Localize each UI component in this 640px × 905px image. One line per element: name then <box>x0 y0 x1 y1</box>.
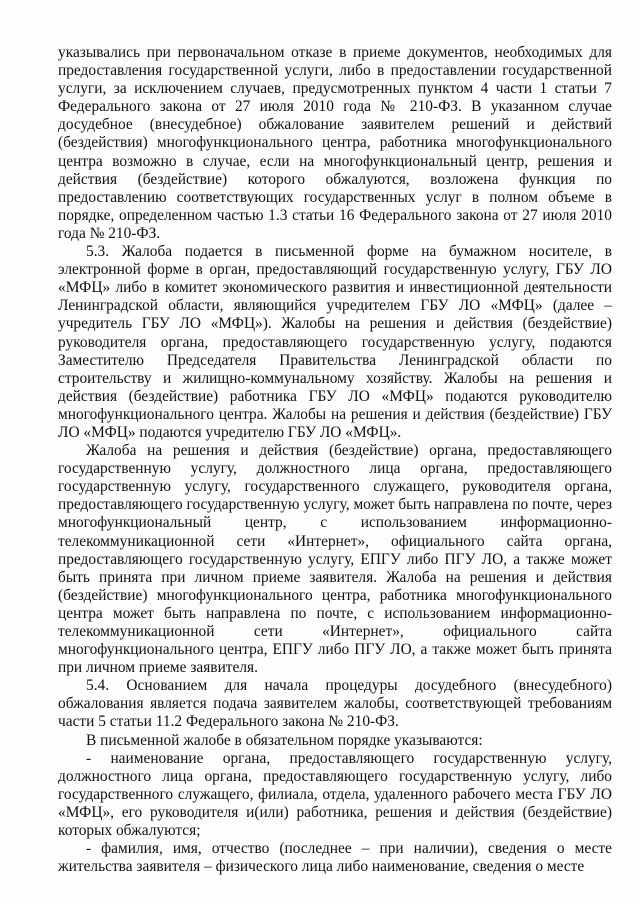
paragraph-complaint-channels: Жалоба на решения и действия (бездействие) органа, предоставляющего государственную услугу, должностного лица органа, предоставляющего государственную услугу, государственного служащего, руководителя органа, предоставляющего государственную услугу, может быть направлена по почте, через многофункциональный центр, с использованием информационно-телекоммуникационной сети «Интернет», официального сайта органа, предоставляющего государственную услугу, ЕПГУ либо ПГУ ЛО, а также может быть принята при личном приеме заявителя. Жалоба на решения и действия (бездействие) многофункционального центра, работника многофункционального центра может быть направлена по почте, с использованием информационно-телекоммуникационной сети «Интернет», официального сайта многофункционального центра, ЕПГУ либо ПГУ ЛО, а также может быть принята при личном приеме заявителя. <box>58 442 612 677</box>
document-body <box>58 44 612 876</box>
paragraph-written-complaint-intro: В письменной жалобе в обязательном порядке указываются: <box>86 731 483 749</box>
list-item-organization-name: - наименование органа, предоставляющего государственную услугу, должностного лица органа, предоставляющего государственную услугу, либо государственного служащего, филиала, отдела, удаленного рабочего места ГБУ ЛО «МФЦ», его руководителя и(или) работника, решения и действия (бездействие) которых обжалуются; <box>58 749 612 840</box>
paragraph-1: указывались при первоначальном отказе в приеме документов, необходимых для предоставления государственной услуги, либо в предоставлении государственной услуги, за исключением случаев, предусмотренных пунктом 4 части 1 статьи 7 Федерального закона от 27 июля 2010 года № 210-ФЗ. В указанном случае досудебное (внесудебное) обжалование заявителем решений и действий (бездействия) многофункционального центра, работника многофункционального центра возможно в случае, если на многофункциональный центр, решения и действия (бездействие) которого обжалуются, возложена функция по предоставлению соответствующих государственных услуг в полном объеме в порядке, определенном частью 1.3 статьи 16 Федерального закона от 27 июля 2010 года № 210-ФЗ. <box>58 44 612 242</box>
list-item-applicant-details: - фамилия, имя, отчество (последнее – при наличии), сведения о месте жительства заявителя – физического лица либо наименование, сведения о месте <box>58 840 612 876</box>
paragraph-5-4: 5.4. Основанием для начала процедуры досудебного (внесудебного) обжалования является подача заявителем жалобы, соответствующей требованиям части 5 статьи 11.2 Федерального закона № 210-ФЗ. <box>58 677 612 731</box>
paragraph-5-3: 5.3. Жалоба подается в письменной форме на бумажном носителе, в электронной форме в орган, предоставляющий государственную услугу, ГБУ ЛО «МФЦ» либо в комитет экономического развития и инвестиционной деятельности Ленинградской области, являющийся учредителем ГБУ ЛО «МФЦ» (далее – учредитель ГБУ ЛО «МФЦ»). Жалобы на решения и действия (бездействие) руководителя органа, предоставляющего государственную услугу, подаются Заместителю Председателя Правительства Ленинградской области по строительству и жилищно-коммунальному хозяйству. Жалобы на решения и действия (бездействие) работника ГБУ ЛО «МФЦ» подаются руководителю многофункционального центра. Жалобы на решения и действия (бездействие) ГБУ ЛО «МФЦ» подаются учредителю ГБУ ЛО «МФЦ». <box>58 243 612 441</box>
